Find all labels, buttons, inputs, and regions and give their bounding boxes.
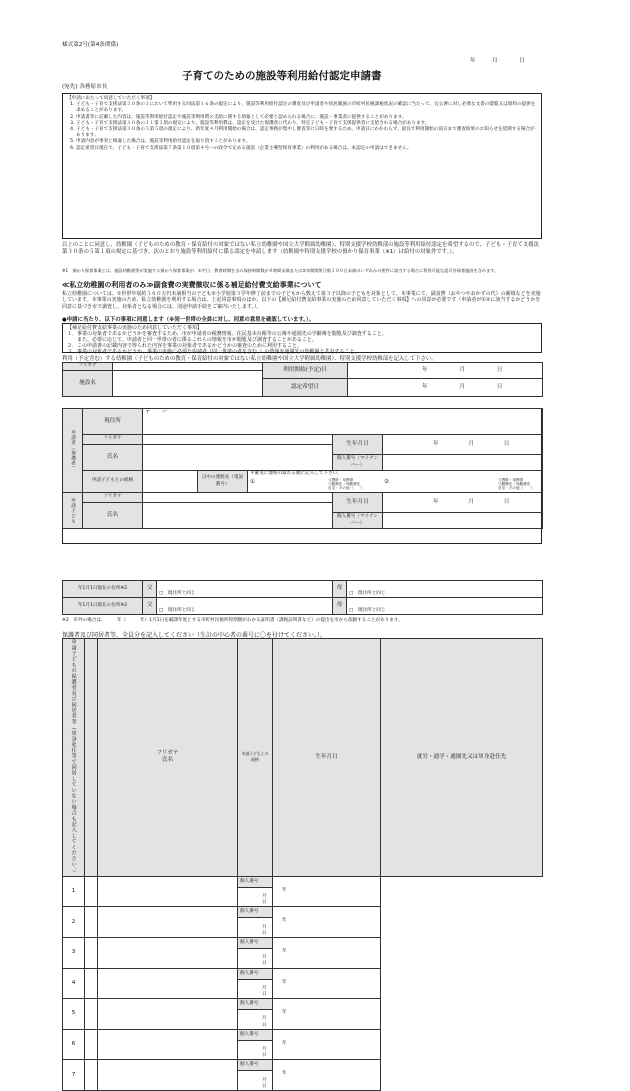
household-work-input[interactable]	[273, 907, 381, 938]
household-row-number: 5	[63, 999, 85, 1030]
id-label: 個人番号	[240, 1001, 259, 1007]
day-label: 日	[503, 498, 510, 505]
phone-type-work: 父勤務先・母勤務先	[328, 482, 361, 487]
month-label: 月	[262, 1047, 267, 1053]
household-id-cell[interactable]	[238, 907, 273, 918]
household-instruction: 保護者及び同居者等、全員分を記入してください（生計の中心者の番号に〇を付けてください。）。	[62, 632, 327, 639]
day-label: 日	[503, 440, 510, 447]
household-birth-input[interactable]	[238, 1040, 287, 1060]
household-relation-input[interactable]	[98, 876, 238, 907]
date-year: 年	[470, 58, 476, 64]
household-relation-input[interactable]	[98, 999, 238, 1030]
household-relation-input[interactable]	[98, 1029, 238, 1060]
supplement-bullet: ●申請に当たり、以下の事項に同意します（※同一世帯の全員に対し、同意の意思を確認しています。）。	[62, 317, 315, 323]
day-label: 日	[262, 1053, 267, 1059]
household-member-name-input[interactable]	[85, 999, 98, 1030]
father-residence-input[interactable]: □ 現住所と同じ	[157, 598, 333, 615]
supplement-box-heading: 【補足給付費支給事業の実施のため同意していただく事項】	[67, 325, 203, 331]
mother-residence-input[interactable]: □ 現住所と同じ	[347, 598, 543, 615]
household-birth-input[interactable]	[238, 1071, 287, 1091]
supplement-box-item: また、必要に応じて、申請者と同一世帯の者に係るこれらの情報を市が閲覧及び調査することがあること。	[67, 337, 317, 343]
child-id-label: 個人番号（マイナンバー）	[333, 513, 383, 529]
day-label: 日	[496, 383, 503, 390]
household-work-input[interactable]	[273, 968, 381, 999]
month-label: 月	[262, 955, 267, 961]
household-work-input[interactable]	[273, 999, 381, 1030]
household-birth-input[interactable]	[238, 1010, 287, 1030]
contact-circle-2: ②	[384, 479, 390, 485]
household-work-input[interactable]	[273, 876, 381, 907]
month-label: 月	[459, 383, 465, 390]
furigana-header: フリガナ	[156, 750, 179, 757]
year-label: 年	[282, 949, 287, 955]
month-label: 月	[262, 1077, 267, 1083]
month-label: 月	[459, 366, 465, 373]
household-table	[62, 638, 543, 1091]
mother-residence-input[interactable]: □ 現住所と同じ	[347, 581, 543, 598]
contact-circle-1: ①	[250, 479, 256, 485]
year-label: 年	[282, 1071, 287, 1077]
supplement-box-item: ２．この申請書の記載内容で得られた内容を事業の対象者であるかどうかの審査のために利用すること。	[67, 343, 303, 349]
day-label: 日	[262, 1083, 267, 1089]
facility-instruction: 利用（予定含む）する幼稚園（子どものための教育・保育給付の対象ではない私立幼稚園や国立大学附属幼稚園）、特別支援学校幼稚部を記入して下さい。	[62, 356, 437, 362]
household-id-cell[interactable]	[238, 876, 273, 887]
household-member-name-input[interactable]	[85, 1029, 98, 1060]
consent-box	[62, 93, 542, 239]
consent-item: 1. 子ども・子育て支援法第３０条の３において準用する同法第１６条の規定により、施設等利用給付認定の審査及び申請者や同居親族の市町村民税課税状況の確認に当たって、官公署に対し必要な文書の閲覧又は資料の提供を求めることがあります。	[76, 102, 537, 114]
contact-type-2	[498, 478, 534, 491]
household-birth-input[interactable]	[238, 918, 287, 938]
child-name-input[interactable]	[143, 503, 333, 529]
household-header-blank	[85, 639, 98, 877]
household-row-number: 4	[63, 968, 85, 999]
child-furigana-input[interactable]	[143, 493, 333, 503]
phone-type-mobile: 父携帯・母携帯	[498, 478, 524, 482]
residence-2-label: 年1月1日現在の住所※2	[63, 598, 143, 615]
month-label: 月	[262, 1016, 267, 1022]
applicant-furigana-input[interactable]	[143, 435, 333, 445]
household-work-input[interactable]	[273, 938, 381, 969]
desired-date-input[interactable]	[348, 379, 543, 397]
consent-item: 5. 申請内容が事実と相違した場合は、施設等利用給付認定を取り消すことがあります。	[76, 139, 537, 145]
id-label: 個人番号	[240, 909, 259, 915]
consent-item: 6. 認定希望日現在で、子ども・子育て支援法第７条第１０項第４号ハの政令で定める施設（企業主導型保育事業）の利用がある場合は、本認定の申請はできません。	[76, 146, 537, 152]
household-name-header	[98, 639, 238, 877]
note-2: ※2 市外の場合は、 年（ 年）1月1日を賦課年度とする市町村民税所得割額がわかる証明書（課税証明書など）の提出を市から依頼することがあります。	[62, 618, 403, 623]
household-relation-input[interactable]	[98, 968, 238, 999]
id-label: 個人番号	[240, 1031, 259, 1037]
household-birth-input[interactable]	[238, 887, 287, 907]
start-date-label: 利用開始(予定)日	[263, 363, 348, 379]
phone-type-mobile: 父携帯・母携帯	[328, 478, 354, 482]
month-label: 月	[468, 440, 474, 447]
household-member-name-input[interactable]	[85, 876, 98, 907]
household-relation-input[interactable]	[98, 1060, 238, 1091]
start-date-input[interactable]	[348, 363, 543, 379]
consent-item: 3. 子ども・子育て支援法第３０条の１１第３項の規定により、施設等利用費は、認定を受けた保護者に代わり、特定子ども・子育て支援提供者に支給される場合があります。	[76, 121, 537, 127]
household-side-label: 申請子どもの保護者及び同居者等（単身赴任等で同居していない場合も記入してください。）	[63, 639, 85, 877]
contact-input[interactable]	[248, 471, 543, 493]
applicant-name-input[interactable]	[143, 445, 333, 471]
facility-name-input[interactable]	[113, 371, 263, 397]
desired-date-label: 認定希望日	[263, 379, 348, 397]
applicant-furigana-label: フリガナ	[83, 435, 143, 445]
relation-input[interactable]	[143, 471, 198, 493]
mother-label: 母	[333, 581, 347, 598]
birth-header: 生年月日	[273, 639, 381, 877]
household-relation-input[interactable]	[98, 938, 238, 969]
applicant-id-label: 個人番号（マイナンバー）	[333, 455, 383, 471]
date-day: 日	[519, 58, 525, 64]
household-work-input[interactable]	[273, 1029, 381, 1060]
applicant-name-label: 氏名	[83, 445, 143, 471]
id-label: 個人番号	[240, 1062, 259, 1068]
id-label: 個人番号	[240, 878, 259, 884]
household-row-number: 1	[63, 876, 85, 907]
household-row-number: 6	[63, 1029, 85, 1060]
father-label: 父	[143, 598, 157, 615]
year-label: 年	[282, 1040, 287, 1046]
date-month: 月	[492, 58, 498, 64]
phone-type-home: 自宅・その他（ ）	[498, 486, 534, 491]
household-row-number: 2	[63, 907, 85, 938]
applicant-birth-input[interactable]	[383, 435, 543, 455]
household-id-cell[interactable]	[238, 938, 273, 949]
household-member-name-input[interactable]	[85, 1060, 98, 1091]
month-label: 月	[262, 985, 267, 991]
form-number: 様式第2号(第4条関係)	[62, 42, 119, 48]
facility-name-label: 施設名	[63, 371, 113, 397]
child-side-label: 申請子ども	[63, 493, 83, 529]
page-title: 子育てのための施設等利用給付認定申請書	[182, 70, 382, 82]
consent-heading: 【申請にあたって同意していただく事項】	[67, 96, 155, 101]
household-member-name-input[interactable]	[85, 907, 98, 938]
child-birth-input[interactable]	[383, 493, 543, 513]
contact-label: 日中の連絡先（電話番号）	[198, 471, 248, 493]
child-birth-label: 生年月日	[333, 493, 383, 513]
day-label: 日	[262, 930, 267, 936]
contact-note: ＊確実に連絡の取れる順に記入して下さい。	[250, 471, 342, 476]
father-residence-input[interactable]: □ 現住所と同じ	[157, 581, 333, 598]
intro-text: 以上のことに同意し、幼稚園（子どものための教育・保育給付の対象ではない私立幼稚園や国立大学附属幼稚園）、特別支援学校幼稚部の施設等利用給付認定を希望するので、子ども・子育て支援法第３０条の５第１項の規定に基づき、次のとおり施設等利用給付に係る認定を申請します（幼稚園や特別支援学校の預かり保育事業（※1）は給付の対象外です。）。	[62, 242, 539, 255]
year-label: 年	[282, 887, 287, 893]
addressee: (宛先) 各務原市長	[62, 84, 108, 90]
child-name-label: 氏名	[83, 503, 143, 529]
year-label: 年	[282, 1010, 287, 1016]
household-id-cell[interactable]	[238, 1029, 273, 1040]
phone-type-home: 自宅・その他（ ）	[328, 486, 364, 491]
household-member-name-input[interactable]	[85, 968, 98, 999]
work-header: 就労・通学・通園先又は単身赴任先	[381, 639, 543, 877]
household-id-cell[interactable]	[238, 999, 273, 1010]
household-id-cell[interactable]	[238, 1060, 273, 1071]
relation-header: 申請子どもとの続柄	[238, 639, 273, 877]
facility-furigana-input[interactable]	[113, 363, 263, 371]
facility-table	[62, 362, 543, 397]
relation-label: 申請子どもとの続柄	[83, 471, 143, 493]
facility-furigana-label: フリガナ	[63, 363, 113, 371]
day-label: 日	[262, 1022, 267, 1028]
month-label: 月	[262, 924, 267, 930]
year-label: 年	[422, 383, 428, 390]
household-birth-input[interactable]	[238, 949, 287, 969]
household-row-number: 3	[63, 938, 85, 969]
supplement-box-item: １．事業の対象者であるかどうかを審査するため、市が申請者の税務情報、住民基本台帳等の公簿や通園先の学齢簿を閲覧及び調査すること。	[67, 331, 387, 337]
year-label: 年	[433, 498, 439, 505]
consent-item: 2. 申請書等に記載した内容は、施設等利用給付認定や施設等利用費の支給に関する情報として必要と認められる場合に、施設・事業者に提供することがあります。	[76, 115, 537, 121]
household-work-input[interactable]	[273, 1060, 381, 1091]
applicant-id-input[interactable]	[383, 455, 543, 471]
month-label: 月	[262, 894, 267, 900]
residence-1-label: 年1月1日現在の住所※2	[63, 581, 143, 598]
mother-label: 母	[333, 598, 347, 615]
year-label: 年	[282, 918, 287, 924]
address-label: 現住所	[83, 409, 143, 435]
supplement-consent-box	[62, 323, 542, 353]
year-label: 年	[433, 440, 439, 447]
consent-item: 4. 子ども・子育て支援法第３０条の５第５項の規定により、新年度４月利用開始の場合は、認定事務が集中し審査等に日時を要するため、申請日にかかわらず、最長で利用開始の前日まで審査結果のお知らせを延期する場合があります。	[76, 127, 537, 139]
name-header: 氏名	[161, 757, 174, 764]
applicant-table	[62, 408, 543, 529]
day-label: 日	[262, 900, 267, 906]
child-furigana-label: フリガナ	[83, 493, 143, 503]
residence-table	[62, 580, 543, 615]
day-label: 日	[262, 992, 267, 998]
household-relation-input[interactable]	[98, 907, 238, 938]
applicant-side-label: 申請者（保護者）	[63, 409, 83, 493]
note-1: ※1 預かり保育事業とは、施設幼稚園等が実施する預かり保育事業が、①平日、教育時間を含み保持時間数が８時間未満または②年間開所日数２００日未満のいずれかの要件に該当する場合に利用可能な認可外保育施設を含みます。	[62, 268, 499, 273]
supplement-box-item: ３．事業の対象者であるかどうか、事業の実施に必要な申請者（同一世帯の者を含む。）の情報を通園先の幼稚園と共有すること。	[67, 349, 360, 355]
id-label: 個人番号	[240, 970, 259, 976]
consent-list	[67, 102, 537, 152]
year-label: 年	[422, 366, 428, 373]
supplement-body: 私立幼稚園については、①世帯年収約３６０万円未満相当の子ども②小学校第３学年修了前までの子どもから数えて第３子以降の子どもを対象として、本事業にて、副食費（おやつやおかずの代）の補填などを実施しています。本事業の実施のため、私立幼稚園を利用する場合は、上記同意事項のほか、以下の【補足給付費支給事業の実施のため同意していただく事項】への同意が必要です（申請者が①②に該当するかどうかを同意に基づき市で調査し、対象者となる場合には、別途申請手続をご案内いたします。）。	[62, 291, 541, 310]
contact-type-1	[328, 478, 364, 491]
applicant-birth-label: 生年月日	[333, 435, 383, 455]
year-label: 年	[282, 979, 287, 985]
child-id-input[interactable]	[383, 513, 543, 529]
household-row-number: 7	[63, 1060, 85, 1091]
father-label: 父	[143, 581, 157, 598]
day-label: 日	[262, 961, 267, 967]
household-birth-input[interactable]	[238, 979, 287, 999]
month-label: 月	[468, 498, 474, 505]
household-member-name-input[interactable]	[85, 938, 98, 969]
id-label: 個人番号	[240, 939, 259, 945]
supplement-heading: ≪私立幼稚園の利用者のみ≫副食費の実費徴収に係る補足給付費支給事業について	[62, 281, 322, 289]
address-input[interactable]: 〒 ー	[143, 409, 543, 435]
phone-type-work: 父勤務先・母勤務先	[498, 482, 531, 487]
day-label: 日	[496, 366, 503, 373]
household-id-cell[interactable]	[238, 968, 273, 979]
